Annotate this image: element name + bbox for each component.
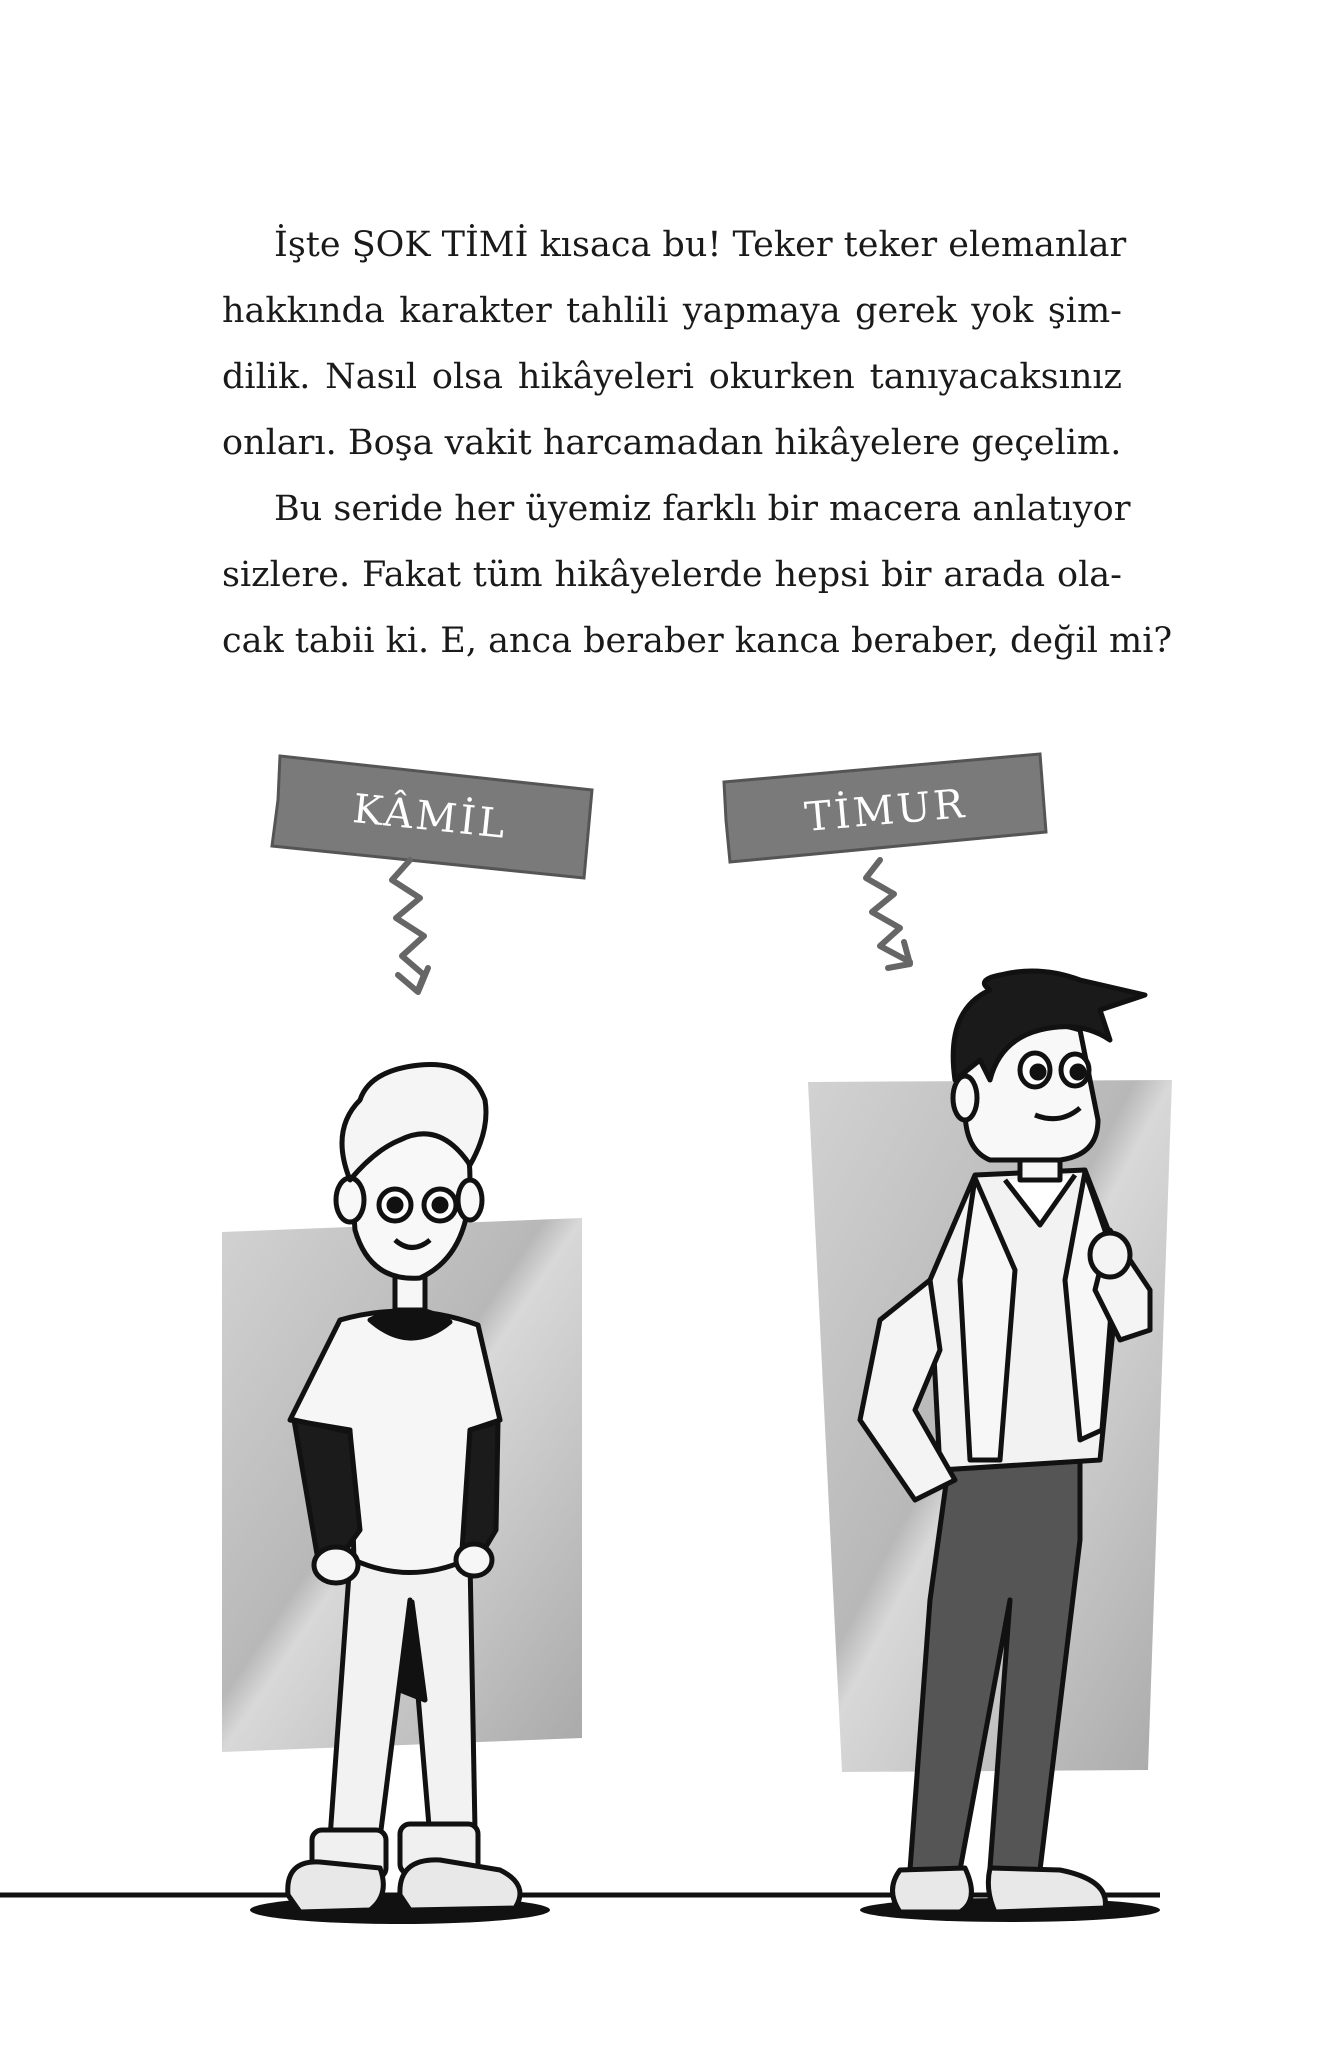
zigzag-arrow-icon <box>392 860 428 992</box>
text-line: İşte ŞOK TİMİ kısaca bu! Teker teker elemanlar <box>274 225 1127 265</box>
text-line: onları. Boşa vakit harcamadan hikâyelere geçelim. <box>222 423 1122 463</box>
text-line: Bu seride her üyemiz farklı bir macera anlatıyor <box>274 489 1131 529</box>
text-line: hakkında karakter tahlili yapmaya gerek yok şim- <box>222 291 1122 331</box>
text-line: cak tabii ki. E, anca beraber kanca beraber, değil mi? <box>222 621 1173 661</box>
paragraph-2 <box>222 476 1173 674</box>
character-illustration <box>0 740 1329 2067</box>
zigzag-arrow-icon <box>866 860 910 968</box>
paragraph-1 <box>222 212 1127 476</box>
name-tag-label: KÂMİL <box>350 786 511 849</box>
name-tag-timur <box>724 754 1046 862</box>
name-tag-kamil <box>272 756 592 878</box>
text-line: dilik. Nasıl olsa hikâyeleri okurken tanıyacaksınız <box>222 357 1122 397</box>
body-text <box>222 212 1173 674</box>
character-kamil <box>288 1064 520 1912</box>
name-tag-label: TİMUR <box>802 781 969 841</box>
text-line: sizlere. Fakat tüm hikâyelerde hepsi bir arada ola- <box>222 555 1122 595</box>
